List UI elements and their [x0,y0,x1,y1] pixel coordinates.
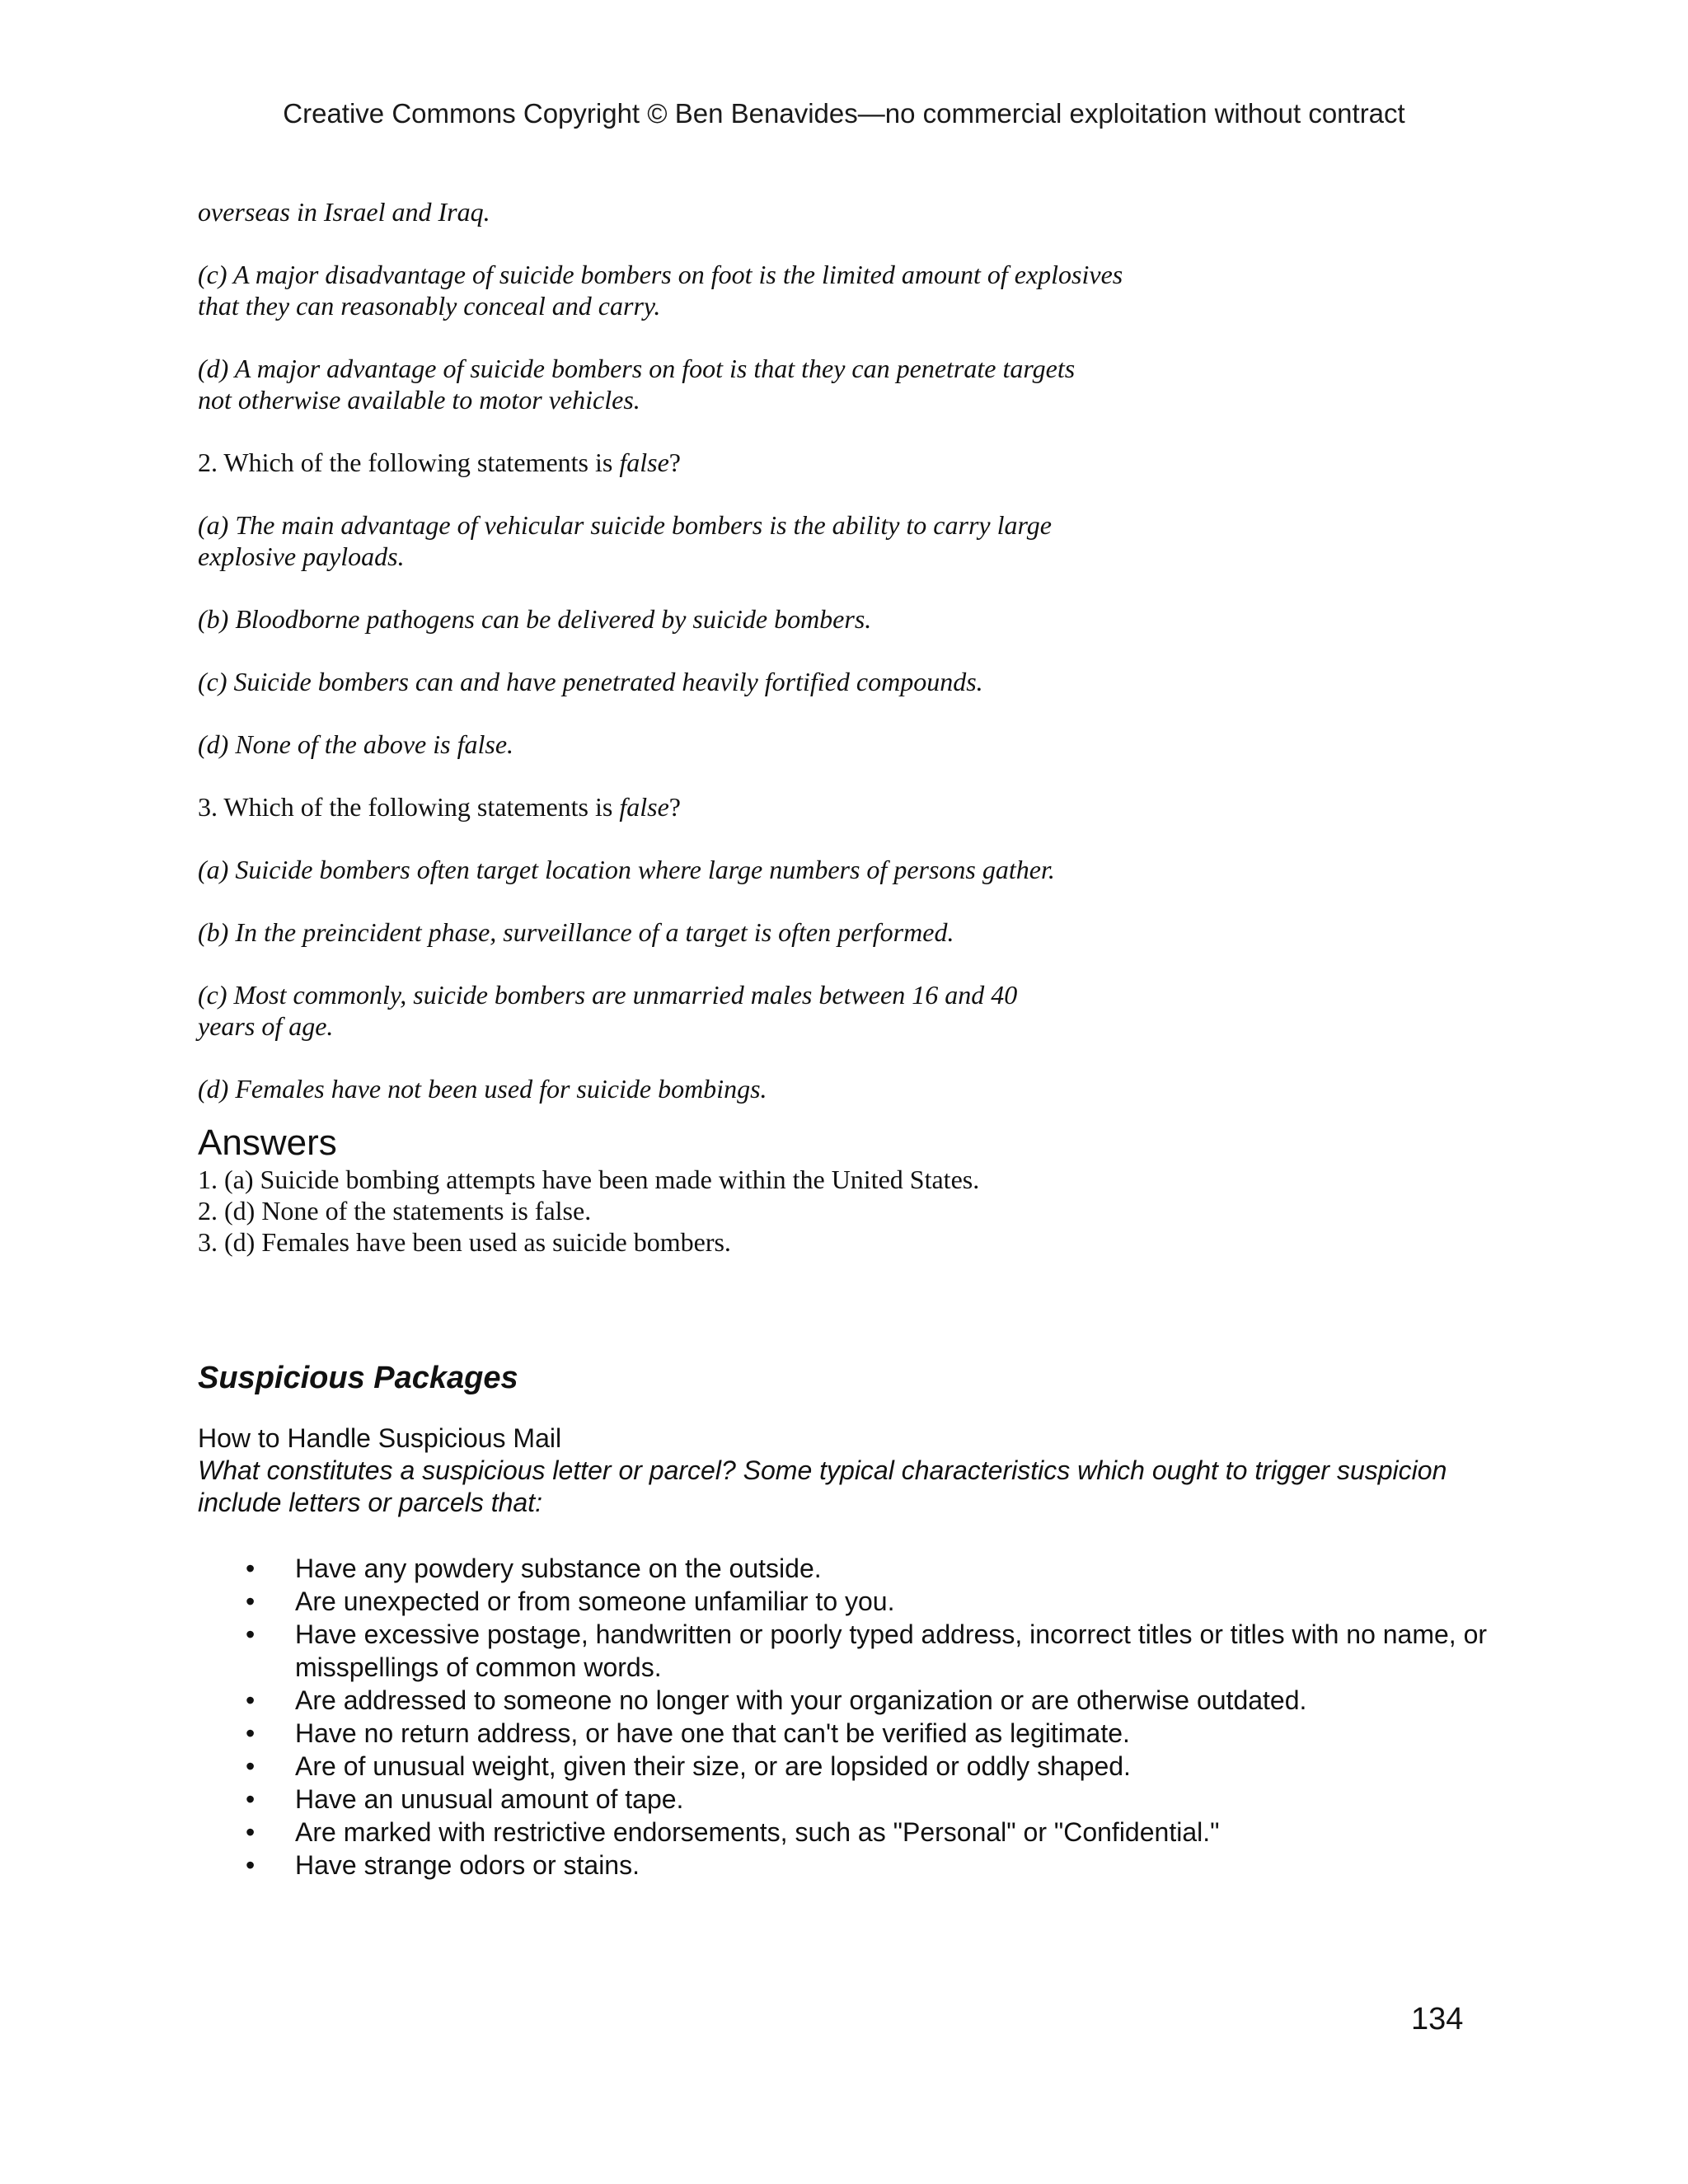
list-item [198,1618,1500,1684]
answers-section [198,1122,1500,1258]
question2 [198,447,1500,760]
list-item [198,1585,1500,1618]
answers-heading: Answers [198,1122,337,1163]
question2-option-b: (b) Bloodborne pathogens can be delivered by suicide bombers. [198,604,872,634]
bullet-icon: • [246,1784,256,1814]
page-number: 134 [1411,2002,1464,2036]
question3-suffix: ? [668,792,681,822]
question2-option-a: (a) The main advantage of vehicular suicide bombers is the ability to carry large explosive payloads. [198,510,1052,571]
question3 [198,791,1500,1104]
list-item-text: Have excessive postage, handwritten or poorly typed address, incorrect titles or titles with no name, or misspellings of common words. [295,1619,1488,1682]
list-item-text: Are unexpected or from someone unfamiliar to you. [295,1586,895,1616]
list-item-text: Have strange odors or stains. [295,1850,640,1880]
question3-text [198,791,1500,823]
suspicious-characteristics-list [198,1552,1500,1882]
page-content [198,196,1500,1882]
answer-1: 1. (a) Suicide bombing attempts have been made within the United States. [198,1165,980,1194]
list-item-text: Are marked with restrictive endorsements, such as "Personal" or "Confidential." [295,1817,1220,1847]
list-item [198,1783,1500,1816]
list-item-text: Have any powdery substance on the outside. [295,1554,822,1583]
question2-option-d: (d) None of the above is false. [198,729,514,759]
list-item [198,1717,1500,1750]
list-item-text: Have an unusual amount of tape. [295,1784,684,1814]
question2-emphasis: false [619,448,669,477]
bullet-icon: • [246,1619,256,1649]
bullet-icon: • [246,1850,256,1880]
list-item [198,1816,1500,1849]
question2-option-c: (c) Suicide bombers can and have penetrated heavily fortified compounds. [198,667,983,696]
bullet-icon: • [246,1554,256,1583]
list-item-text: Are addressed to someone no longer with your organization or are otherwise outdated. [295,1685,1307,1715]
question3-option-a: (a) Suicide bombers often target location where large numbers of persons gather. [198,855,1055,884]
question1-option-a-continued: overseas in Israel and Iraq. [198,197,490,227]
bullet-icon: • [246,1718,256,1748]
list-item [198,1552,1500,1585]
bullet-icon: • [246,1586,256,1616]
suspicious-packages-section [198,1360,1500,1882]
list-item [198,1849,1500,1882]
question2-prefix: 2. Which of the following statements is [198,448,620,477]
question1-option-c: (c) A major disadvantage of suicide bombers on foot is the limited amount of explosives that they can reasonably conceal and carry. [198,260,1123,321]
question2-suffix: ? [668,448,681,477]
suspicious-mail-subheading: How to Handle Suspicious Mail [198,1423,562,1453]
suspicious-intro: What constitutes a suspicious letter or parcel? Some typical characteristics which ought to trigger suspicion include letters or parcels that: [198,1455,1447,1517]
list-item-text: Have no return address, or have one that can't be verified as legitimate. [295,1718,1130,1748]
answer-3: 3. (d) Females have been used as suicide bombers. [198,1227,731,1257]
bullet-icon: • [246,1817,256,1847]
answer-2: 2. (d) None of the statements is false. [198,1196,592,1226]
copyright-header: Creative Commons Copyright © Ben Benavides—no commercial exploitation without contract [283,98,1405,129]
question3-option-d: (d) Females have not been used for suicide bombings. [198,1074,767,1104]
question2-text [198,447,1500,478]
question1-option-d: (d) A major advantage of suicide bombers on foot is that they can penetrate targets not otherwise available to motor vehicles. [198,354,1076,415]
list-item [198,1684,1500,1717]
suspicious-packages-heading: Suspicious Packages [198,1361,518,1395]
bullet-icon: • [246,1751,256,1781]
question3-prefix: 3. Which of the following statements is [198,792,620,822]
question1-continued-options [198,196,1500,415]
list-item-text: Are of unusual weight, given their size, or are lopsided or oddly shaped. [295,1751,1131,1781]
question3-option-b: (b) In the preincident phase, surveillance of a target is often performed. [198,917,954,947]
question3-emphasis: false [619,792,669,822]
list-item [198,1750,1500,1783]
question3-option-c: (c) Most commonly, suicide bombers are unmarried males between 16 and 40 years of age. [198,980,1018,1041]
bullet-icon: • [246,1685,256,1715]
